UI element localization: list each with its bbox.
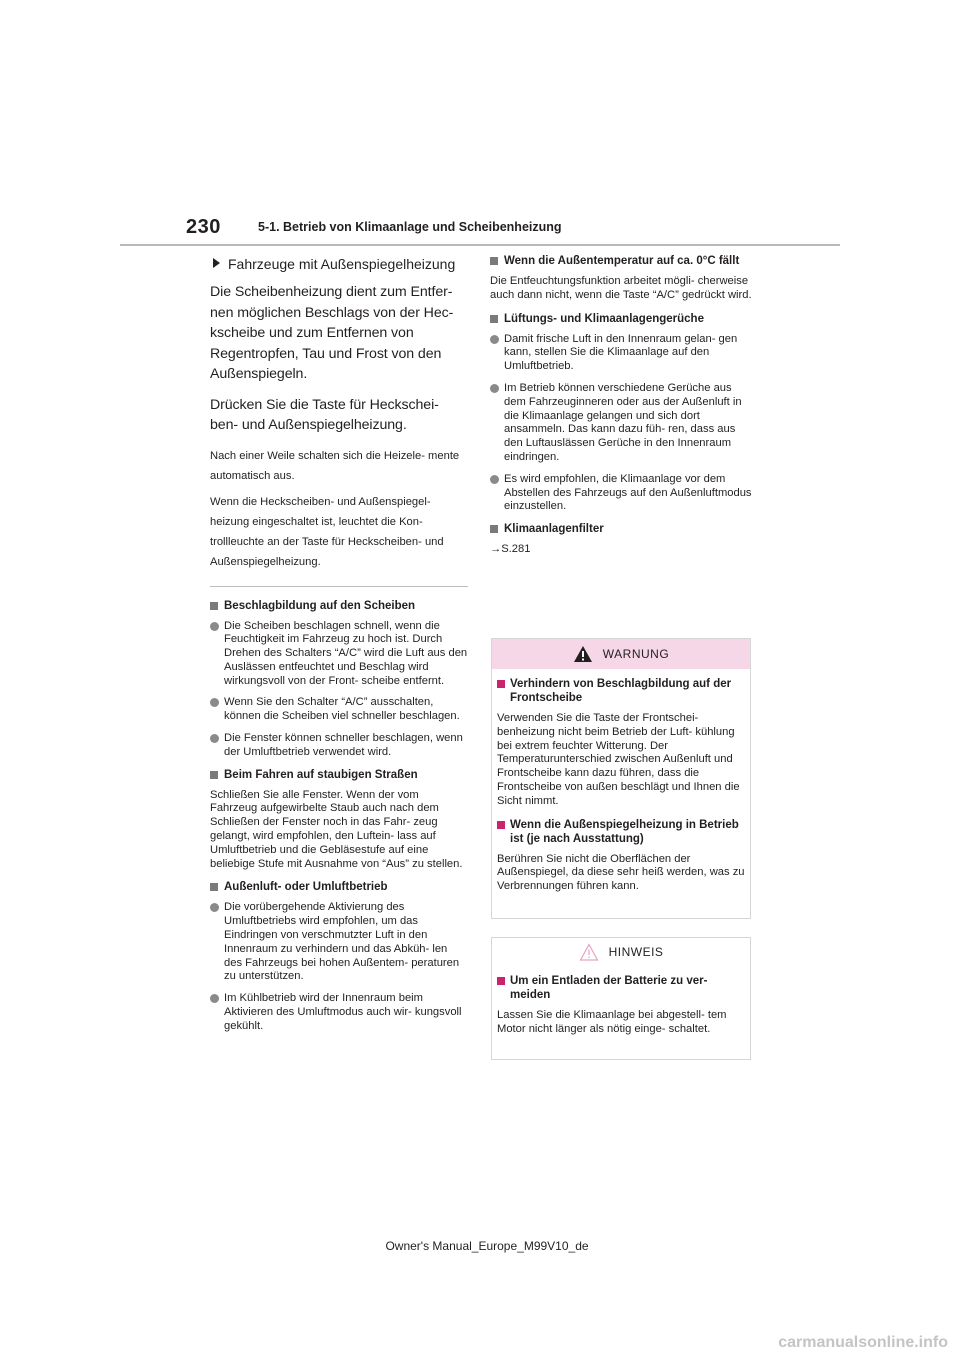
round-bullet-icon [490,384,499,393]
round-bullet-icon [210,622,219,631]
instruction-paragraph: Drücken Sie die Taste für Heckschei- ben- und Außenspiegelheizung. [210,396,439,433]
hint-heading-battery-text: Um ein Entladen der Batterie zu ver- meiden [510,975,708,1001]
warning-header [492,639,750,669]
list-item [490,333,752,374]
auto-off-note: Nach einer Weile schalten sich die Heizele- mente automatisch aus. [210,449,460,482]
square-bullet-icon [490,525,498,533]
hint-title: HINWEIS [608,945,664,959]
list-item [490,473,752,514]
warning-body [492,669,750,894]
list-item [210,732,468,760]
heading-odor-text: Lüftungs- und Klimaanlagengerüche [504,312,704,325]
hint-body [492,966,750,1037]
caution-triangle-icon [579,943,599,961]
filter-page-reference: →S.281 [490,543,531,556]
round-bullet-icon [210,734,219,743]
footer-text: Owner's Manual_Europe_M99V10_de [385,1239,589,1253]
hint-header [492,938,750,966]
heading-filter [490,522,752,536]
square-bullet-icon [490,315,498,323]
list-item-text: Im Betrieb können verschiedene Gerüche aus dem Fahrzeuginneren oder aus der Außenluft in die Klimaanlage gelangen und sich dort ansammeln. Das kann dazu füh- ren, dass aus den Luftauslässen Gerüche in den Innenraum eindringen. [504,381,742,463]
list-item [210,696,468,724]
page-number: 230 [186,216,221,238]
heading-dust [210,768,468,782]
warning-title: WARNUNG [602,647,670,661]
list-item-text: Die vorübergehende Aktivierung des Umluftbetriebs wird empfohlen, um das Eindringen von verschmutzter Luft in den Innenraum zu verhindern und das Abküh- len des Fahrzeugs bei hohen Außentem- peraturen zu unterstützen. [224,901,460,983]
hint-box [491,937,751,1060]
temperature-text: Die Entfeuchtungsfunktion arbeitet mögli- cherweise auch dann nicht, wenn die Taste “A/C” gedrückt wird. [490,275,752,301]
subheading [210,256,468,272]
heading-temperature [490,254,752,268]
square-bullet-icon [490,257,498,265]
heading-filter-text: Klimaanlagenfilter [504,523,604,536]
heading-fog-text: Beschlagbildung auf den Scheiben [224,599,416,612]
list-item-text: Es wird empfohlen, die Klimaanlage vor dem Abstellen des Fahrzeugs auf den Außenluftmodus einzustellen. [504,472,752,513]
warning-fog-text: Verwenden Sie die Taste der Frontschei- benheizung nicht beim Betrieb der Luft- kühlung bei extrem feuchter Witterung. Der Temperaturunterschied zwischen Außenluft und Frontscheibe kann dazu führen, dass die Frontscheibe von außen beschlägt und Ihnen die Sicht nimmt. [497,712,740,807]
section-title: 5-1. Betrieb von Klimaanlage und Scheibenheizung [258,220,562,234]
round-bullet-icon [210,698,219,707]
heading-air [210,880,468,894]
heading-temperature-text: Wenn die Außentemperatur auf ca. 0°C fällt [504,255,740,267]
round-bullet-icon [210,903,219,912]
square-bullet-icon [497,821,505,829]
hint-battery-text: Lassen Sie die Klimaanlage bei abgestell- tem Motor nicht länger als nötig einge- schaltet. [497,1009,727,1035]
list-item [210,901,468,984]
heading-air-text: Außenluft- oder Umluftbetrieb [224,881,388,894]
square-bullet-icon [210,883,218,891]
list-item [490,382,752,465]
heading-fog [210,599,468,613]
list-item-text: Im Kühlbetrieb wird der Innenraum beim Aktivieren des Umluftmodus auch wir- kungsvoll gekühlt. [224,992,462,1032]
triangle-bullet-icon [213,258,220,268]
footer [0,1239,960,1253]
warning-heading-mirror [497,818,745,846]
heading-odor [490,312,752,326]
list-item-text: Wenn Sie den Schalter “A/C” ausschalten, können die Scheiben viel schneller beschlagen. [224,696,460,723]
square-bullet-icon [497,680,505,688]
round-bullet-icon [490,475,499,484]
warning-mirror-text: Berühren Sie nicht die Oberflächen der Außenspiegel, da diese sehr heiß werden, was zu Verbrennungen führen kann. [497,852,745,893]
warning-heading-fog-text: Verhindern von Beschlagbildung auf der Frontscheibe [510,678,732,704]
warning-box [491,638,751,919]
warning-heading-mirror-text: Wenn die Außenspiegelheizung in Betrieb ist (je nach Ausstattung) [510,818,739,845]
warning-triangle-icon [573,645,593,663]
right-column [490,254,752,566]
round-bullet-icon [490,335,499,344]
watermark: carmanualsonline.info [778,1334,948,1351]
square-bullet-icon [210,771,218,779]
square-bullet-icon [210,602,218,610]
section-divider [210,586,468,587]
list-item [210,992,468,1033]
left-column [210,256,468,1042]
intro-paragraph: Die Scheibenheizung dient zum Entfer- nen möglichen Beschlags von der Hec- kscheibe und zum Entfernen von Regentropfen, Tau und Frost von den Außenspiegeln. [210,284,454,382]
subheading-text: Fahrzeuge mit Außenspiegelheizung [228,256,456,272]
indicator-note: Wenn die Heckscheiben- und Außenspiegel- heizung eingeschaltet ist, leuchtet die Kon- trollleuchte an der Taste für Heckscheiben- und Außenspiegelheizung. [210,495,444,568]
list-item [210,620,468,689]
list-item-text: Die Fenster können schneller beschlagen, wenn der Umluftbetrieb verwendet wird. [224,732,463,758]
dust-text: Schließen Sie alle Fenster. Wenn der vom Fahrzeug aufgewirbelte Staub auch nach dem Schließen der Fenster noch in das Fahr- zeug gelangt, wird empfohlen, den Luftein- lass auf Umluftbetrieb und die Gebläsestufe auf eine beliebige Stufe mit Ausnahme von “Aus” zu stellen. [210,788,463,870]
list-item-text: Die Scheiben beschlagen schnell, wenn die Feuchtigkeit im Fahrzeug zu hoch ist. Durch Drehen des Schalters “A/C” wird die Luft aus den Auslässen entfeuchtet und Beschlag wird wirkungsvoll von der Front- scheibe entfernt. [224,619,468,687]
round-bullet-icon [210,994,219,1003]
list-item-text: Damit frische Luft in den Innenraum gelan- gen kann, stellen Sie die Klimaanlage auf den Umluftbetrieb. [504,332,738,373]
heading-dust-text: Beim Fahren auf staubigen Straßen [224,768,418,781]
square-bullet-icon [497,977,505,985]
hint-heading-battery [497,974,745,1002]
header-rule [120,244,840,246]
warning-heading-fog [497,677,745,705]
